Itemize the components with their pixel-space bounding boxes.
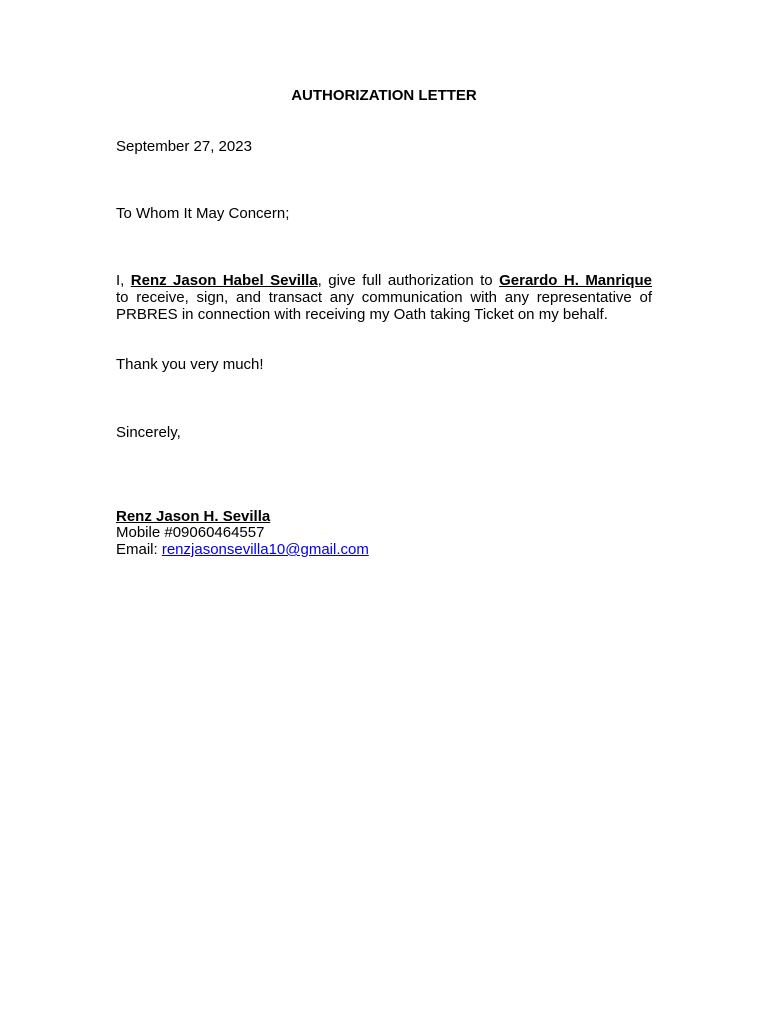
- mobile-number: Mobile #09060464557: [116, 524, 265, 541]
- grantor-name: Renz Jason Habel Sevilla: [130, 272, 318, 289]
- body-prefix: I,: [116, 272, 131, 289]
- email-link[interactable]: renzjasonsevilla10@gmail.com: [161, 541, 369, 558]
- letter-title: AUTHORIZATION LETTER: [291, 87, 477, 104]
- body-middle: , give full authorization to: [317, 272, 500, 289]
- letter-date: September 27, 2023: [116, 138, 252, 155]
- body-line-3: PRBRES in connection with receiving my Oath taking Ticket on my behalf.: [116, 306, 608, 323]
- closing-line: Sincerely,: [116, 424, 181, 441]
- thanks-line: Thank you very much!: [116, 356, 264, 373]
- body-paragraph: [116, 272, 652, 323]
- salutation: To Whom It May Concern;: [116, 205, 290, 222]
- body-line-2: to receive, sign, and transact any communication with any representative of: [116, 289, 652, 306]
- body-line-1: [116, 272, 652, 289]
- signatory-name: Renz Jason H. Sevilla: [116, 508, 271, 525]
- email-label: Email:: [116, 541, 162, 558]
- grantee-name: Gerardo H. Manrique: [499, 272, 652, 289]
- email-line: [116, 541, 369, 558]
